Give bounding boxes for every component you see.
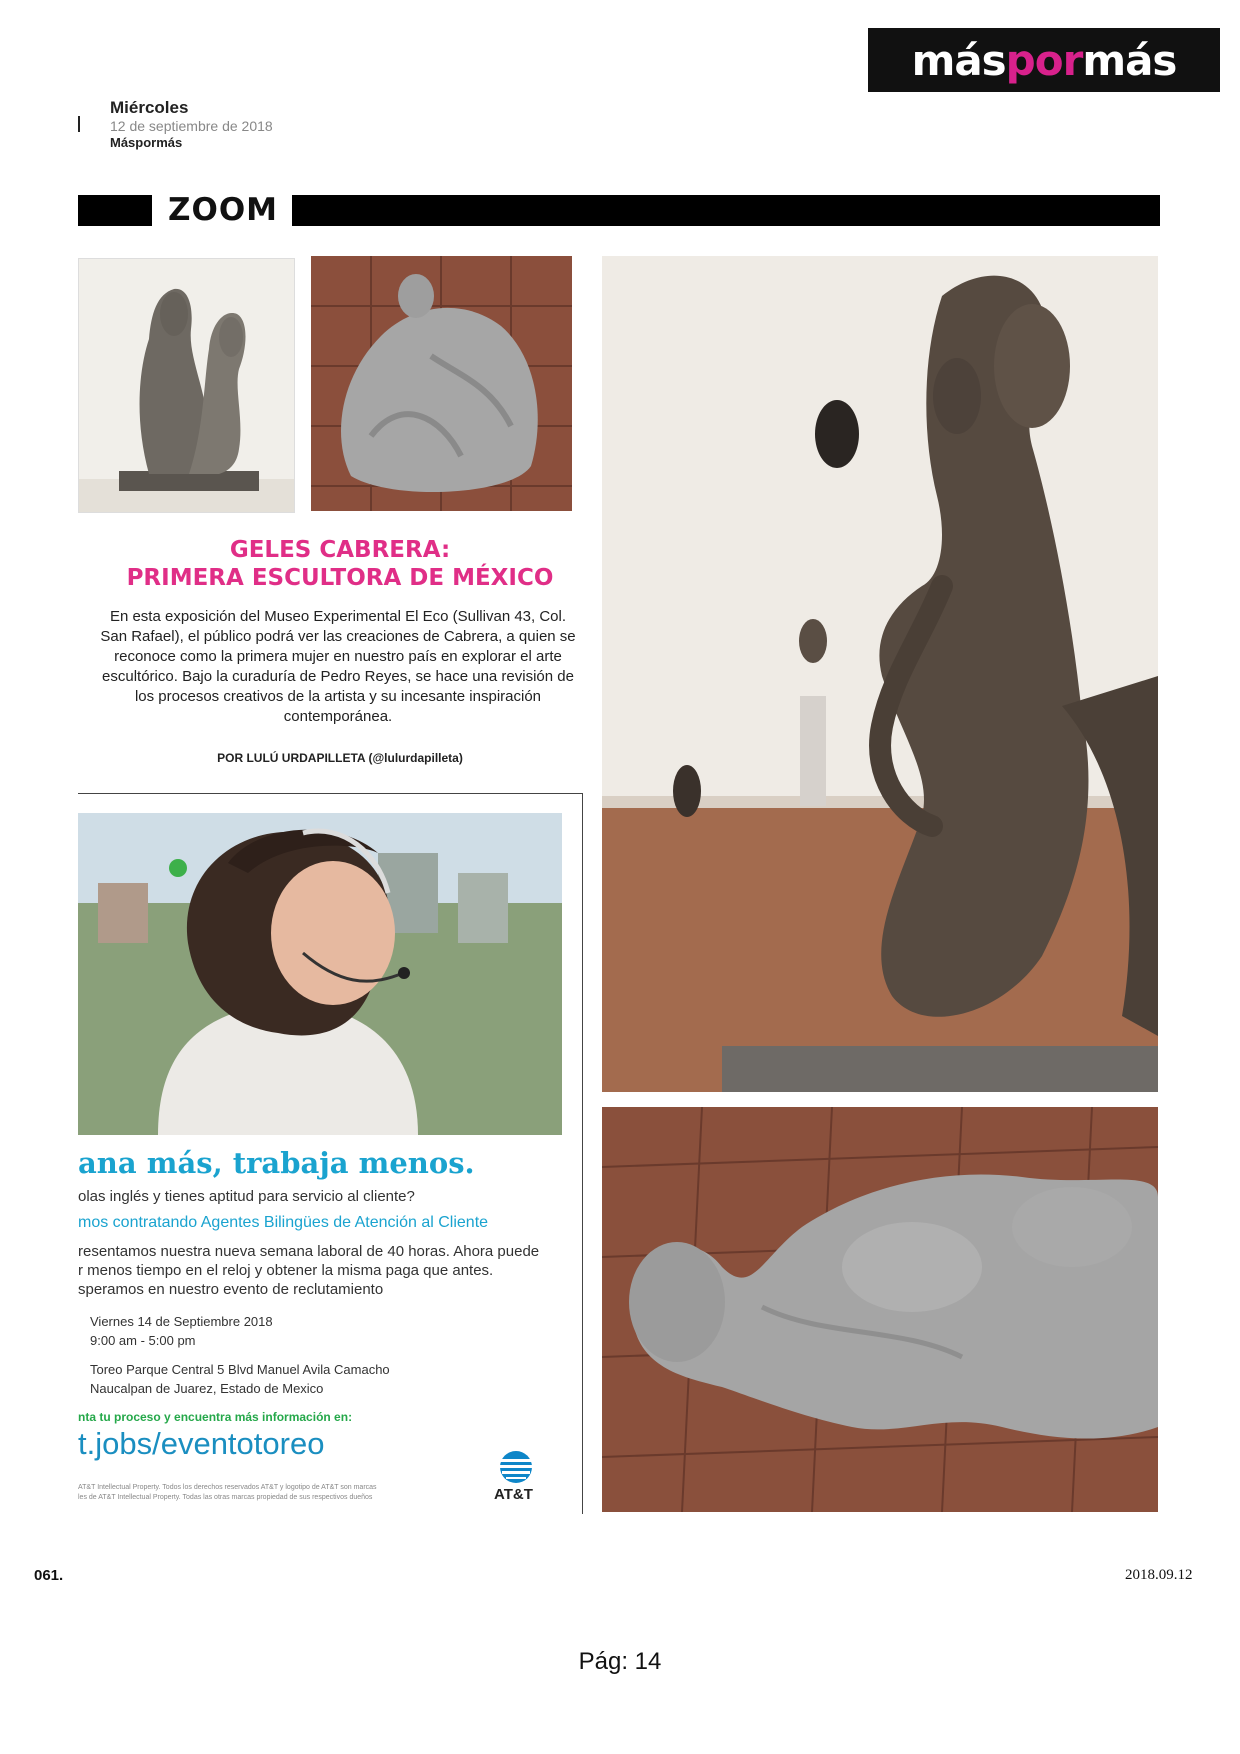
dateline-publication: Máspormás — [110, 135, 183, 150]
att-globe-svg — [496, 1450, 536, 1484]
agent-with-headset-illustration — [78, 813, 562, 1135]
ad-url-link[interactable]: t.jobs/eventotoreo — [78, 1426, 325, 1461]
article-title-line2: PRIMERA ESCULTORA DE MÉXICO — [126, 565, 554, 591]
page-number: Pág: 14 — [578, 1648, 662, 1675]
article-byline: POR LULÚ URDAPILLETA (@lulurdapilleta) — [217, 751, 463, 765]
article-title-line1: GELES CABRERA: — [229, 537, 451, 563]
footer-date: 2018.09.12 — [1125, 1567, 1193, 1583]
section-band-right — [292, 195, 1160, 226]
ad-photo-agent — [78, 813, 562, 1135]
photo-bronze-sculpture — [602, 256, 1158, 1092]
ad-address-line1: Toreo Parque Central 5 Blvd Manuel Avila Camacho — [90, 1362, 390, 1377]
dateline-bar — [78, 116, 80, 132]
ad-legal-line1: AT&T Intellectual Property. Todos los derechos reservados AT&T y logotipo de AT&T son marcas — [78, 1484, 377, 1491]
att-brand: AT&T — [494, 1486, 533, 1503]
sculpture-tiles-illustration — [311, 256, 572, 511]
ad-question: olas inglés y tienes aptitud para servicio al cliente? — [78, 1188, 415, 1205]
dateline-day: Miércoles — [110, 98, 189, 117]
ad-event-time: 9:00 am - 5:00 pm — [90, 1333, 196, 1348]
logo-text-3: más — [1082, 35, 1177, 85]
article-title — [84, 536, 596, 592]
ad-paragraph-line1: resentamos nuestra nueva semana laboral de 40 horas. Ahora puede — [78, 1243, 540, 1260]
ad-headline: ana más, trabaja menos. — [78, 1146, 475, 1180]
bronze-sculpture-illustration — [602, 256, 1158, 1092]
masporma-logo — [868, 28, 1220, 92]
logo-text-1: más — [911, 35, 1006, 85]
ad-event-date: Viernes 14 de Septiembre 2018 — [90, 1314, 273, 1329]
photo-reclining-sculpture — [602, 1107, 1158, 1512]
photo-sculpture-tiles — [311, 256, 572, 511]
section-title: ZOOM — [168, 192, 279, 228]
ad-subhead: mos contratando Agentes Bilingües de Atención al Cliente — [78, 1214, 489, 1231]
ad-legal-line2: les de AT&T Intellectual Property. Todas las otras marcas propiedad de sus respectivos dueños — [78, 1494, 373, 1501]
reclining-sculpture-illustration — [602, 1107, 1158, 1512]
ad-cta: nta tu proceso y encuentra más información en: — [78, 1410, 353, 1424]
page-code: 061. — [34, 1567, 64, 1584]
ad-paragraph-line3: speramos en nuestro evento de reclutamiento — [78, 1281, 384, 1298]
logo-text-2: por — [1005, 35, 1083, 85]
dateline-date: 12 de septiembre de 2018 — [110, 118, 273, 134]
article-body: En esta exposición del Museo Experimental El Eco (Sullivan 43, Col. San Rafael), el público podrá ver las creaciones de Cabrera, a quien se reconoce como la primera mujer en nuestro país en explorar el arte escultórico. Bajo la curaduría de Pedro Reyes, se hace una revisión de los procesos creativos de la artista y su incesante inspiración contemporánea. — [100, 608, 576, 725]
ad-address-line2: Naucalpan de Juarez, Estado de Mexico — [90, 1381, 324, 1396]
att-globe-icon — [496, 1450, 536, 1484]
sculpture-couple-illustration — [79, 259, 294, 512]
ad-paragraph-line2: r menos tiempo en el reloj y obtener la misma paga que antes. — [78, 1262, 494, 1279]
ad-paragraph — [78, 1242, 539, 1299]
section-band-left — [78, 195, 152, 226]
photo-sculpture-couple — [78, 258, 295, 513]
